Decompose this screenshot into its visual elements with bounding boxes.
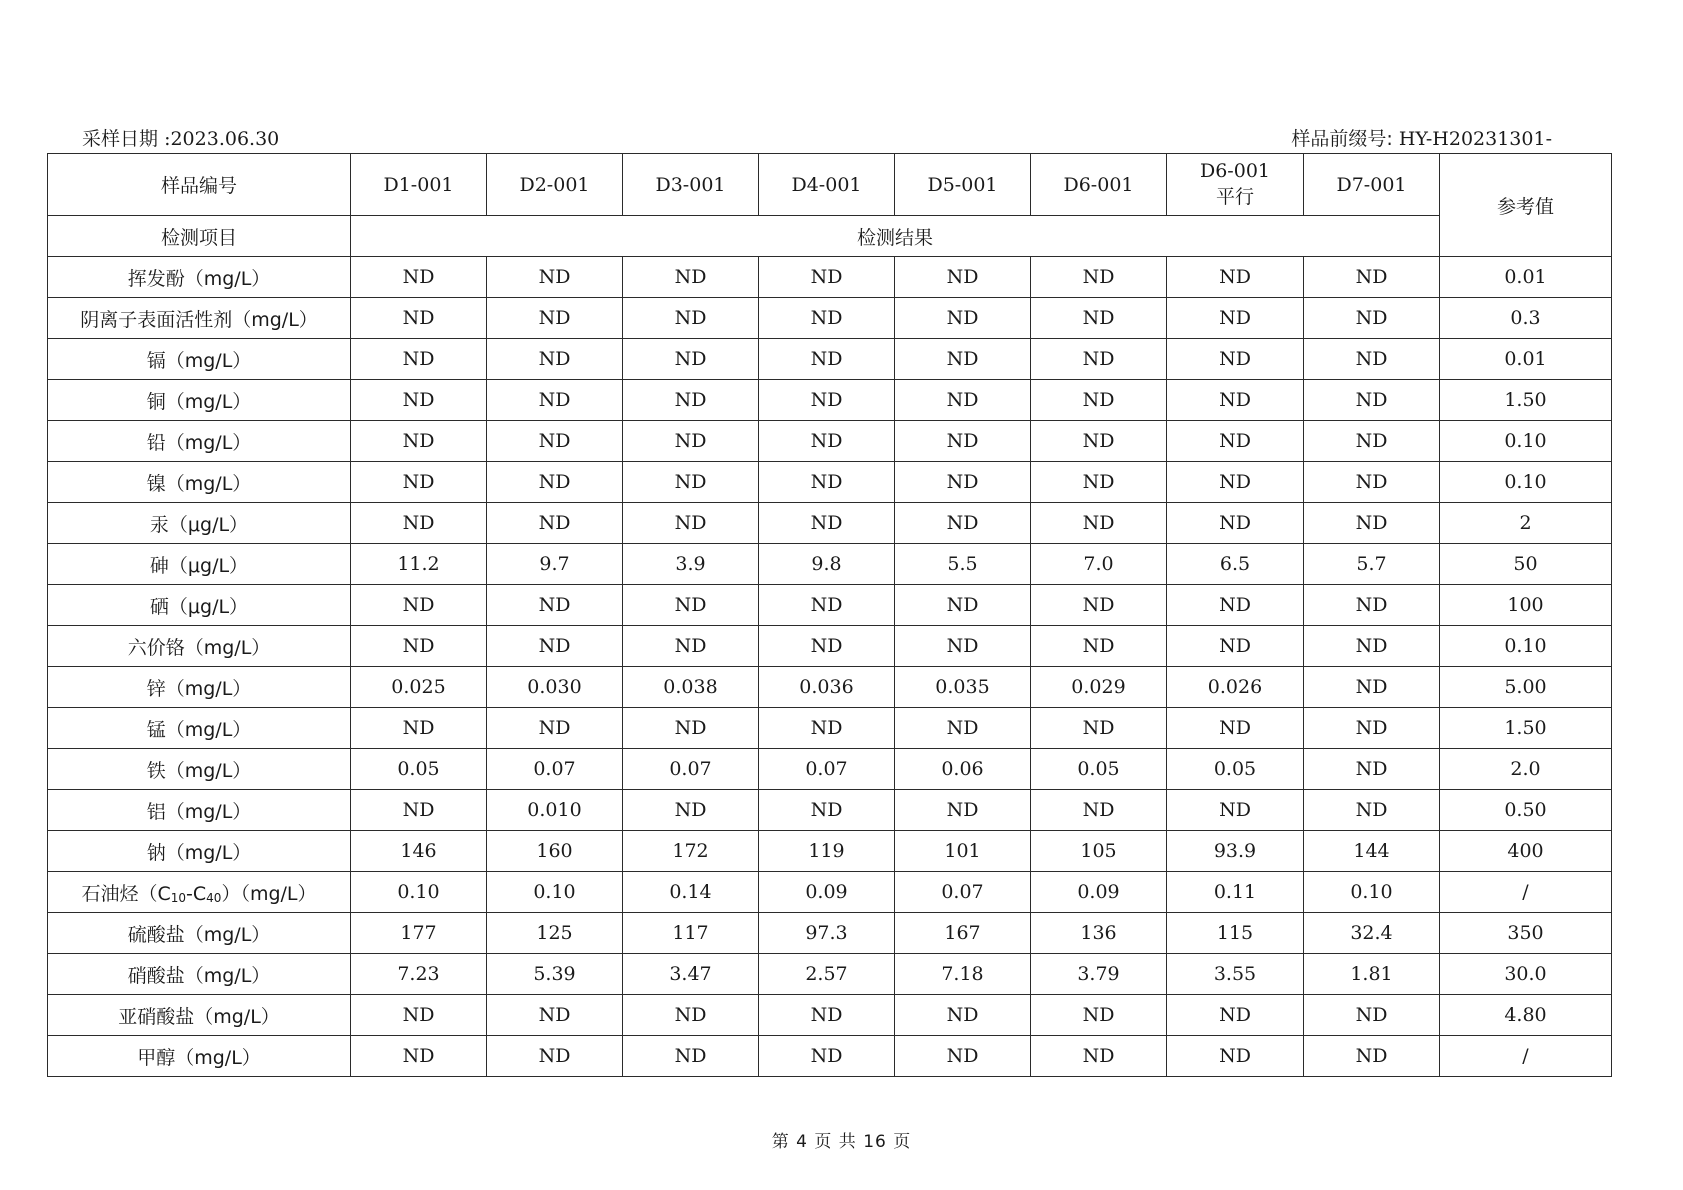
result-cell: 172 xyxy=(623,831,759,872)
result-cell: ND xyxy=(895,708,1031,749)
result-cell: ND xyxy=(487,503,623,544)
item-header: 检测项目 xyxy=(48,216,351,257)
test-item-label: 亚硝酸盐（mg/L） xyxy=(48,995,351,1036)
table-row xyxy=(48,257,1612,298)
result-cell: ND xyxy=(1031,339,1167,380)
result-cell: ND xyxy=(1167,626,1304,667)
result-cell: ND xyxy=(487,1036,623,1077)
reference-value: 100 xyxy=(1440,585,1612,626)
result-cell: ND xyxy=(895,503,1031,544)
result-cell: ND xyxy=(487,626,623,667)
result-cell: ND xyxy=(1304,749,1440,790)
table-row xyxy=(48,872,1612,913)
result-cell: 6.5 xyxy=(1167,544,1304,585)
result-cell: 9.8 xyxy=(759,544,895,585)
result-cell: ND xyxy=(351,421,487,462)
result-cell: 7.23 xyxy=(351,954,487,995)
result-cell: ND xyxy=(487,298,623,339)
sample-id: D4-001 xyxy=(791,173,862,196)
result-cell: ND xyxy=(895,421,1031,462)
reference-value: / xyxy=(1440,1036,1612,1077)
test-item-label: 挥发酚（mg/L） xyxy=(48,257,351,298)
header-row-samples xyxy=(48,154,1612,216)
test-item-label: 砷（μg/L） xyxy=(48,544,351,585)
test-item-label: 铝（mg/L） xyxy=(48,790,351,831)
test-item-label: 硒（μg/L） xyxy=(48,585,351,626)
result-cell: ND xyxy=(351,790,487,831)
result-cell: ND xyxy=(759,1036,895,1077)
result-cell: 7.18 xyxy=(895,954,1031,995)
test-item-label: 阴离子表面活性剂（mg/L） xyxy=(48,298,351,339)
result-cell: 0.10 xyxy=(487,872,623,913)
sampling-date-label: 采样日期 xyxy=(82,128,159,150)
sample-id: D1-001 xyxy=(383,173,454,196)
result-cell: 3.55 xyxy=(1167,954,1304,995)
table-row xyxy=(48,995,1612,1036)
result-cell: ND xyxy=(1304,257,1440,298)
result-cell: 0.030 xyxy=(487,667,623,708)
result-cell: 160 xyxy=(487,831,623,872)
test-item-label: 钠（mg/L） xyxy=(48,831,351,872)
parallel-note: 平行 xyxy=(1215,186,1254,208)
sample-id: D5-001 xyxy=(927,173,998,196)
result-cell: 0.05 xyxy=(1031,749,1167,790)
result-cell: ND xyxy=(623,462,759,503)
sample-id-header xyxy=(895,154,1031,216)
result-cell: ND xyxy=(759,708,895,749)
result-cell: ND xyxy=(1031,1036,1167,1077)
result-cell: 1.81 xyxy=(1304,954,1440,995)
table-row xyxy=(48,462,1612,503)
result-cell: ND xyxy=(1304,503,1440,544)
result-cell: ND xyxy=(351,1036,487,1077)
result-cell: ND xyxy=(895,995,1031,1036)
result-cell: ND xyxy=(895,1036,1031,1077)
result-cell: ND xyxy=(623,503,759,544)
result-cell: ND xyxy=(1031,257,1167,298)
reference-value: 0.01 xyxy=(1440,339,1612,380)
table-row xyxy=(48,585,1612,626)
sample-prefix-value: HY-H20231301- xyxy=(1398,128,1552,150)
result-cell: 177 xyxy=(351,913,487,954)
result-cell: 3.47 xyxy=(623,954,759,995)
reference-value: 0.10 xyxy=(1440,462,1612,503)
table-row xyxy=(48,708,1612,749)
result-cell: ND xyxy=(487,995,623,1036)
result-cell: 0.06 xyxy=(895,749,1031,790)
result-cell: ND xyxy=(895,585,1031,626)
result-cell: ND xyxy=(759,585,895,626)
sample-id-header xyxy=(759,154,895,216)
result-cell: 32.4 xyxy=(1304,913,1440,954)
result-cell: 7.0 xyxy=(1031,544,1167,585)
sample-no-header: 样品编号 xyxy=(48,154,351,216)
header-row-items xyxy=(48,216,1612,257)
result-cell: ND xyxy=(895,462,1031,503)
result-cell: 2.57 xyxy=(759,954,895,995)
result-cell: ND xyxy=(759,339,895,380)
reference-value: 0.01 xyxy=(1440,257,1612,298)
result-cell: ND xyxy=(351,298,487,339)
sample-id-header xyxy=(487,154,623,216)
sample-id: D3-001 xyxy=(655,173,726,196)
result-cell: ND xyxy=(1167,708,1304,749)
result-cell: ND xyxy=(1304,339,1440,380)
result-cell: 11.2 xyxy=(351,544,487,585)
reference-value: 50 xyxy=(1440,544,1612,585)
result-cell: ND xyxy=(487,585,623,626)
result-cell: 0.038 xyxy=(623,667,759,708)
result-cell: ND xyxy=(1031,298,1167,339)
result-cell: 0.05 xyxy=(351,749,487,790)
result-cell: ND xyxy=(1031,503,1167,544)
result-cell: ND xyxy=(1304,790,1440,831)
result-cell: ND xyxy=(759,790,895,831)
result-header: 检测结果 xyxy=(351,216,1440,257)
result-cell: 5.5 xyxy=(895,544,1031,585)
result-cell: ND xyxy=(487,380,623,421)
result-cell: 0.036 xyxy=(759,667,895,708)
reference-value: 5.00 xyxy=(1440,667,1612,708)
result-cell: ND xyxy=(623,585,759,626)
result-cell: 5.7 xyxy=(1304,544,1440,585)
sample-prefix xyxy=(1291,124,1552,151)
result-cell: ND xyxy=(623,421,759,462)
reference-value: 2.0 xyxy=(1440,749,1612,790)
result-cell: ND xyxy=(623,380,759,421)
result-cell: ND xyxy=(351,708,487,749)
result-cell: ND xyxy=(487,339,623,380)
table-row xyxy=(48,298,1612,339)
result-cell: ND xyxy=(1031,995,1167,1036)
result-cell: ND xyxy=(623,339,759,380)
result-cell: 0.07 xyxy=(895,872,1031,913)
result-cell: 0.07 xyxy=(623,749,759,790)
reference-value: 2 xyxy=(1440,503,1612,544)
result-cell: ND xyxy=(1304,380,1440,421)
test-item-label: 锰（mg/L） xyxy=(48,708,351,749)
result-cell: 0.10 xyxy=(351,872,487,913)
result-cell: 144 xyxy=(1304,831,1440,872)
reference-value: / xyxy=(1440,872,1612,913)
result-cell: ND xyxy=(1304,585,1440,626)
result-cell: ND xyxy=(759,503,895,544)
result-cell: 117 xyxy=(623,913,759,954)
result-cell: ND xyxy=(487,257,623,298)
result-cell: 0.14 xyxy=(623,872,759,913)
result-cell: ND xyxy=(759,380,895,421)
table-row xyxy=(48,1036,1612,1077)
test-item-label: 铁（mg/L） xyxy=(48,749,351,790)
result-cell: ND xyxy=(759,462,895,503)
result-cell: ND xyxy=(487,421,623,462)
table-row xyxy=(48,626,1612,667)
result-cell: 0.026 xyxy=(1167,667,1304,708)
result-cell: ND xyxy=(1167,1036,1304,1077)
sample-id-header-parallel xyxy=(1167,154,1304,216)
page-number: 第 4 页 共 16 页 xyxy=(771,1132,912,1152)
result-cell: ND xyxy=(895,790,1031,831)
result-cell: 0.10 xyxy=(1304,872,1440,913)
table-row xyxy=(48,749,1612,790)
result-cell: ND xyxy=(759,298,895,339)
test-item-label: 铅（mg/L） xyxy=(48,421,351,462)
result-cell: ND xyxy=(487,462,623,503)
result-cell: ND xyxy=(1304,462,1440,503)
result-cell: ND xyxy=(1167,790,1304,831)
result-cell: ND xyxy=(759,257,895,298)
result-cell: 0.029 xyxy=(1031,667,1167,708)
result-cell: ND xyxy=(1304,1036,1440,1077)
result-cell: ND xyxy=(351,503,487,544)
test-item-label: 硫酸盐（mg/L） xyxy=(48,913,351,954)
result-cell: ND xyxy=(1167,339,1304,380)
test-item-label: 锌（mg/L） xyxy=(48,667,351,708)
sample-id-header xyxy=(1031,154,1167,216)
result-cell: 3.9 xyxy=(623,544,759,585)
table-row xyxy=(48,790,1612,831)
table-row xyxy=(48,913,1612,954)
reference-value: 350 xyxy=(1440,913,1612,954)
table-row xyxy=(48,503,1612,544)
sample-prefix-label: 样品前缀号: xyxy=(1291,128,1393,150)
sample-id-header xyxy=(351,154,487,216)
sample-id-header xyxy=(623,154,759,216)
result-cell: 105 xyxy=(1031,831,1167,872)
result-cell: ND xyxy=(1031,790,1167,831)
test-item-label: 石油烃$(C_{10}-C_{40})(mg/L)$ xyxy=(48,872,351,913)
test-item-label: 铜（mg/L） xyxy=(48,380,351,421)
result-cell: 146 xyxy=(351,831,487,872)
test-item-label: 汞（μg/L） xyxy=(48,503,351,544)
result-cell: ND xyxy=(487,708,623,749)
result-cell: ND xyxy=(1167,421,1304,462)
result-cell: 9.7 xyxy=(487,544,623,585)
result-cell: ND xyxy=(351,626,487,667)
sample-id: D6-001 xyxy=(1063,173,1134,196)
result-cell: ND xyxy=(1167,462,1304,503)
result-cell: ND xyxy=(1304,298,1440,339)
result-cell: ND xyxy=(895,298,1031,339)
result-cell: 0.025 xyxy=(351,667,487,708)
result-cell: ND xyxy=(623,298,759,339)
result-cell: ND xyxy=(351,380,487,421)
result-cell: ND xyxy=(1031,380,1167,421)
result-cell: 0.035 xyxy=(895,667,1031,708)
result-cell: 115 xyxy=(1167,913,1304,954)
test-item-label: 镍（mg/L） xyxy=(48,462,351,503)
result-cell: 136 xyxy=(1031,913,1167,954)
result-cell: ND xyxy=(1031,585,1167,626)
sample-id: D2-001 xyxy=(519,173,590,196)
result-cell: 125 xyxy=(487,913,623,954)
result-cell: 0.07 xyxy=(759,749,895,790)
result-cell: ND xyxy=(759,626,895,667)
result-cell: ND xyxy=(623,257,759,298)
result-cell: 101 xyxy=(895,831,1031,872)
result-cell: 167 xyxy=(895,913,1031,954)
result-cell: ND xyxy=(1167,995,1304,1036)
reference-value: 0.10 xyxy=(1440,421,1612,462)
result-cell: 93.9 xyxy=(1167,831,1304,872)
result-cell: ND xyxy=(351,257,487,298)
result-cell: ND xyxy=(759,995,895,1036)
result-cell: ND xyxy=(623,626,759,667)
result-cell: ND xyxy=(1031,626,1167,667)
sampling-date xyxy=(82,124,279,151)
test-item-label: 六价铬（mg/L） xyxy=(48,626,351,667)
result-cell: ND xyxy=(895,380,1031,421)
reference-value: 0.3 xyxy=(1440,298,1612,339)
result-cell: 0.09 xyxy=(759,872,895,913)
result-cell: ND xyxy=(1304,708,1440,749)
sample-id-header xyxy=(1304,154,1440,216)
results-table xyxy=(47,153,1612,1077)
result-cell: ND xyxy=(351,995,487,1036)
result-cell: ND xyxy=(1304,995,1440,1036)
result-cell: ND xyxy=(1167,257,1304,298)
result-cell: ND xyxy=(895,626,1031,667)
reference-value: 400 xyxy=(1440,831,1612,872)
result-cell: 0.11 xyxy=(1167,872,1304,913)
sample-id: D6-001 xyxy=(1199,160,1270,182)
result-cell: 0.09 xyxy=(1031,872,1167,913)
result-cell: ND xyxy=(1167,298,1304,339)
result-cell: 0.07 xyxy=(487,749,623,790)
test-item-label: 镉（mg/L） xyxy=(48,339,351,380)
result-cell: ND xyxy=(1304,421,1440,462)
result-cell: 3.79 xyxy=(1031,954,1167,995)
result-cell: ND xyxy=(623,995,759,1036)
result-cell: ND xyxy=(1304,626,1440,667)
reference-value: 4.80 xyxy=(1440,995,1612,1036)
result-cell: ND xyxy=(895,257,1031,298)
reference-value: 0.50 xyxy=(1440,790,1612,831)
sampling-date-value: :2023.06.30 xyxy=(164,128,280,150)
result-cell: 0.010 xyxy=(487,790,623,831)
result-cell: ND xyxy=(623,790,759,831)
result-cell: ND xyxy=(895,339,1031,380)
table-row xyxy=(48,667,1612,708)
test-item-label: 甲醇（mg/L） xyxy=(48,1036,351,1077)
test-item-label: 硝酸盐（mg/L） xyxy=(48,954,351,995)
table-row xyxy=(48,831,1612,872)
table-row xyxy=(48,544,1612,585)
result-cell: 5.39 xyxy=(487,954,623,995)
reference-value: 1.50 xyxy=(1440,708,1612,749)
reference-value: 0.10 xyxy=(1440,626,1612,667)
result-cell: 119 xyxy=(759,831,895,872)
result-cell: ND xyxy=(1031,708,1167,749)
result-cell: ND xyxy=(1167,503,1304,544)
table-row xyxy=(48,339,1612,380)
result-cell: ND xyxy=(1304,667,1440,708)
result-cell: ND xyxy=(351,462,487,503)
reference-header: 参考值 xyxy=(1440,154,1612,257)
result-cell: ND xyxy=(351,339,487,380)
result-cell: 0.05 xyxy=(1167,749,1304,790)
result-cell: ND xyxy=(351,585,487,626)
result-cell: ND xyxy=(1031,462,1167,503)
result-cell: ND xyxy=(1167,585,1304,626)
sample-id: D7-001 xyxy=(1336,173,1407,196)
result-cell: ND xyxy=(623,708,759,749)
reference-value: 1.50 xyxy=(1440,380,1612,421)
table-row xyxy=(48,954,1612,995)
result-cell: ND xyxy=(759,421,895,462)
result-cell: ND xyxy=(1031,421,1167,462)
result-cell: ND xyxy=(623,1036,759,1077)
reference-value: 30.0 xyxy=(1440,954,1612,995)
result-cell: ND xyxy=(1167,380,1304,421)
table-row xyxy=(48,380,1612,421)
result-cell: 97.3 xyxy=(759,913,895,954)
table-row xyxy=(48,421,1612,462)
